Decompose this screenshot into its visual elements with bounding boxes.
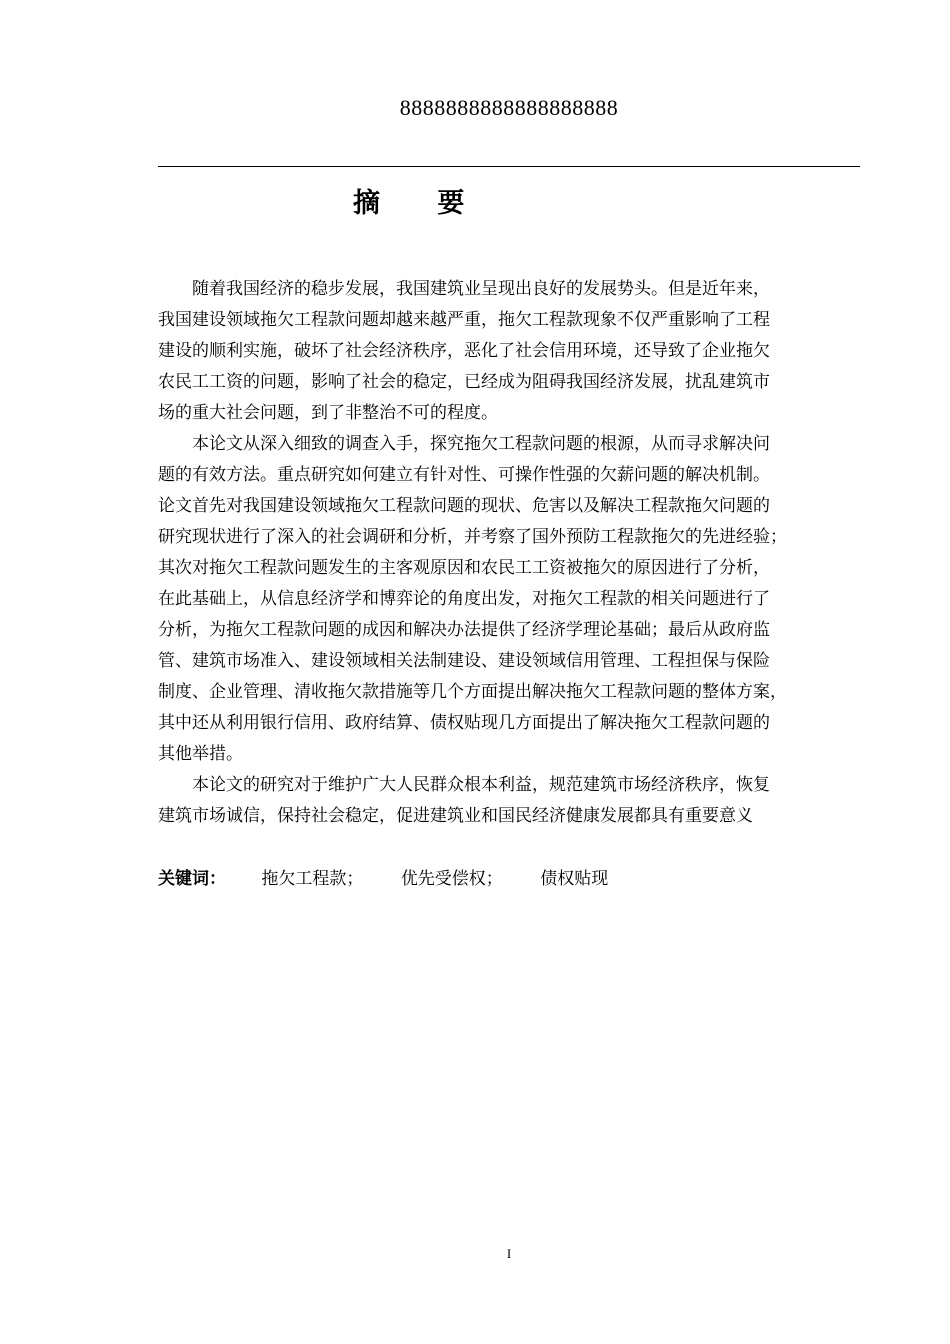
paragraph-line: 我国建设领域拖欠工程款问题却越来越严重，拖欠工程款现象不仅严重影响了工程 xyxy=(158,310,770,330)
page-number: I xyxy=(506,1246,512,1261)
paragraph-line: 农民工工资的问题，影响了社会的稳定，已经成为阻碍我国经济发展，扰乱建筑市 xyxy=(158,372,770,392)
paragraph-line: 制度、企业管理、清收拖欠款措施等几个方面提出解决拖欠工程款问题的整体方案， xyxy=(158,682,787,702)
paragraph-line: 建设的顺利实施，破坏了社会经济秩序，恶化了社会信用环境，还导致了企业拖欠 xyxy=(158,341,770,361)
keywords-label: 关键词： xyxy=(158,869,226,889)
paragraph-line: 其中还从利用银行信用、政府结算、债权贴现几方面提出了解决拖欠工程款问题的 xyxy=(158,713,770,733)
paragraph-line: 论文首先对我国建设领域拖欠工程款问题的现状、危害以及解决工程款拖欠问题的 xyxy=(158,496,770,516)
paragraph-line: 管、建筑市场准入、建设领域相关法制建设、建设领域信用管理、工程担保与保险 xyxy=(158,651,770,671)
paragraph-line: 本论文的研究对于维护广大人民群众根本利益，规范建筑市场经济秩序，恢复 xyxy=(192,775,770,795)
paragraph-1 xyxy=(158,274,860,429)
paragraph-line: 分析，为拖欠工程款问题的成因和解决办法提供了经济学理论基础；最后从政府监 xyxy=(158,620,770,640)
paragraph-line: 在此基础上，从信息经济学和博弈论的角度出发，对拖欠工程款的相关问题进行了 xyxy=(158,589,770,609)
paragraph-line: 其次对拖欠工程款问题发生的主客观原因和农民工工资被拖欠的原因进行了分析， xyxy=(158,558,770,578)
keyword-item: 优先受偿权； xyxy=(400,869,503,889)
abstract-body xyxy=(158,274,860,832)
abstract-title: 摘 要 xyxy=(353,188,489,219)
paragraph-line: 建筑市场诚信，保持社会稳定，促进建筑业和国民经济健康发展都具有重要意义 xyxy=(158,806,753,826)
paragraph-2 xyxy=(158,429,860,770)
running-header: 8888888888888888888 xyxy=(399,95,619,120)
paragraph-line: 场的重大社会问题，到了非整治不可的程度。 xyxy=(158,403,498,423)
keyword-item: 债权贴现 xyxy=(540,869,609,889)
paragraph-line: 其他举措。 xyxy=(158,744,243,764)
paragraph-line: 研究现状进行了深入的社会调研和分析，并考察了国外预防工程款拖欠的先进经验； xyxy=(158,527,787,547)
paragraph-line: 随着我国经济的稳步发展，我国建筑业呈现出良好的发展势头。但是近年来， xyxy=(192,279,770,299)
paragraph-line: 题的有效方法。重点研究如何建立有针对性、可操作性强的欠薪问题的解决机制。 xyxy=(158,465,770,485)
paragraph-line: 本论文从深入细致的调查入手，探究拖欠工程款问题的根源，从而寻求解决问 xyxy=(192,434,770,454)
keywords-line xyxy=(158,864,640,895)
paragraph-3 xyxy=(158,770,860,832)
keyword-item: 拖欠工程款； xyxy=(261,869,364,889)
header-rule xyxy=(158,166,860,167)
